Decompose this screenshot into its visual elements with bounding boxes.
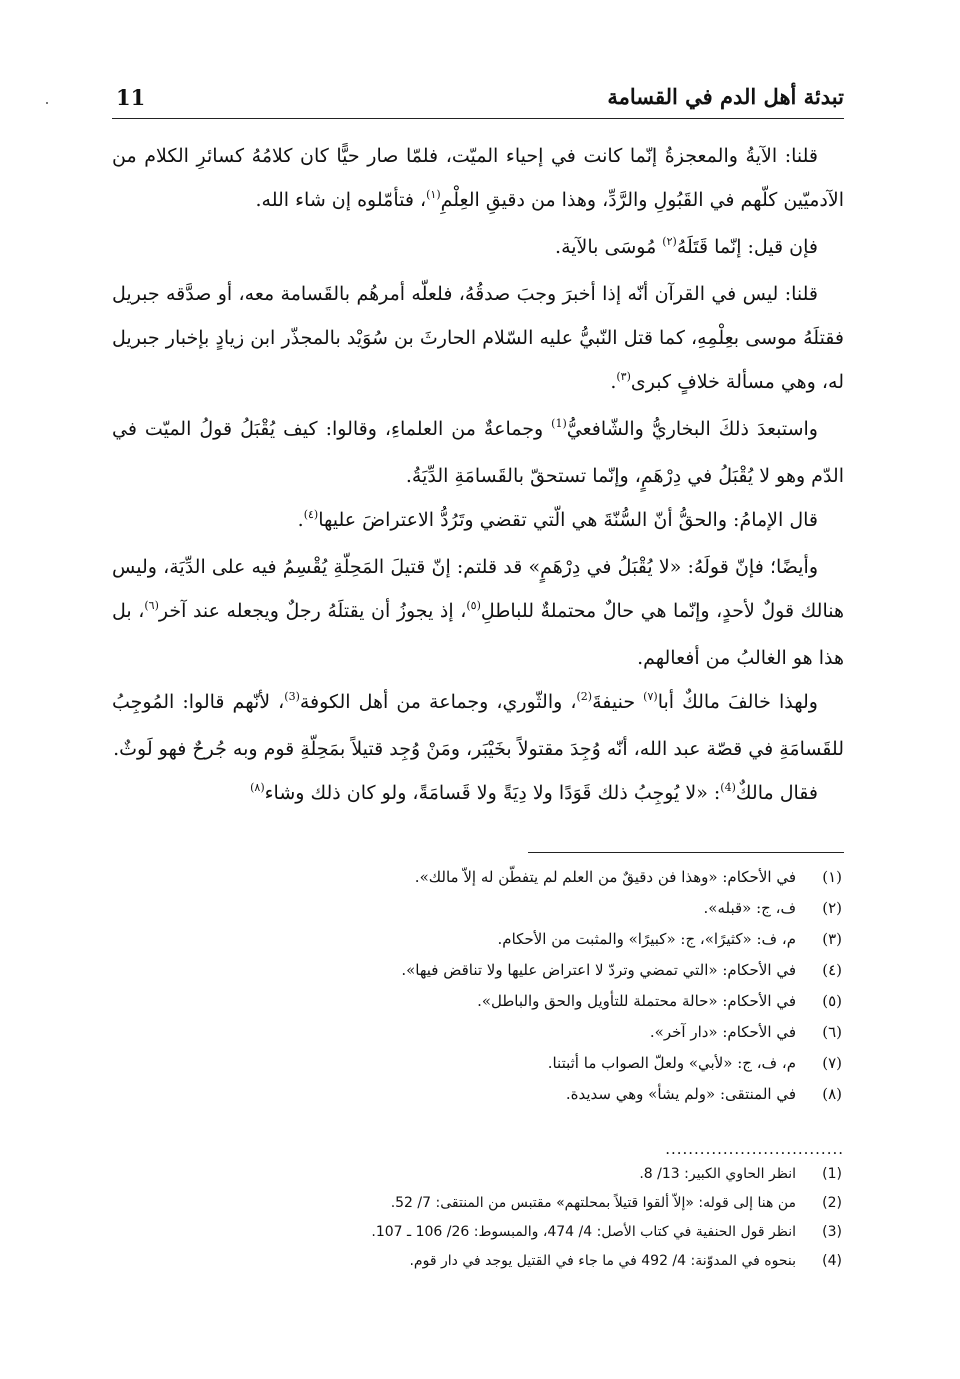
running-title: تبدئة أهل الدم في القسامة xyxy=(607,84,844,109)
paragraph-text: قلنا: ليس في القرآن أنّه إذا أخبرَ وجبَ صدقُهُ، فلعلّه أمرهُم بالقَسامة معه، أو صدَّقه جبريل فقتلَهُ موسى بعِلْمِهِ، كما قتل النّبيُّ عليه السّلام الحارثَ بن سُوَيْد بالمجذّر ابن زيادٍ بإخبار جبريل له، وهي مسألة خلافٍ كبرى xyxy=(112,283,844,393)
editor-notes xyxy=(112,1160,844,1276)
paragraph-text: ، فتأمّلوه إن شاء الله. xyxy=(255,189,427,211)
paragraph xyxy=(112,272,844,407)
footnote-mark: (٢) xyxy=(662,235,677,248)
footnote-number: (٣) xyxy=(822,930,842,948)
editor-note xyxy=(112,1160,844,1189)
footnote-mark: (٤) xyxy=(303,508,319,521)
editor-note-text: من هنا إلى قوله: «إلاّ ألقوا قتيلاً بمحلتهم» مقتبس من المنتقى: 7/ 52. xyxy=(390,1195,796,1211)
main-text xyxy=(112,134,844,818)
footnote-text: م، ف، ج: «لأبي» ولعلّ الصواب ما أثبتنا. xyxy=(547,1054,796,1072)
paragraph-text: ، لأنّهم قالوا: المُوجِبُ للقَسامَةِ في قصّة عبد الله، أنّه وُجِدَ مقتولاً بخَيْبَر، ومَنْ وُجِد قتيلاً بمَحِلّةِ قوم وبه جُرحٌ فهو لَوثٌ. xyxy=(112,691,844,760)
paragraph xyxy=(112,134,844,225)
footnote-text: في الأحكام: «دار آخر». xyxy=(649,1023,796,1041)
editor-note-number: (2) xyxy=(822,1195,842,1211)
footnote-mark: (٦) xyxy=(144,599,159,612)
editor-note-number: (4) xyxy=(822,1253,842,1269)
dotted-separator: ............................... xyxy=(665,1140,844,1158)
page-number: 11 xyxy=(116,85,146,110)
paragraph xyxy=(112,498,844,545)
paragraph-text: ولهذا خالفَ مالكٌ أبا xyxy=(657,691,818,713)
footnote-text: في الأحكام: «التي تمضي وتردّ لا اعتراض عليها ولا تناقض فيها». xyxy=(401,961,796,979)
paragraph-text: قال الإمامُ: والحقُّ أنّ السُّنّةَ هي الّتي تقضي وتَرُدُّ الاعتراضَ عليها xyxy=(318,509,818,531)
editor-note-text: بنحوه في المدوّنة: 4/ 492 في ما جاء في القتيل يوجد في دار قوم. xyxy=(409,1253,796,1269)
paragraph xyxy=(112,407,844,498)
footnote xyxy=(112,893,844,924)
editor-note-text: انظر الحاوي الكبير: 13/ 8. xyxy=(639,1166,796,1182)
paragraph-text: فإن قيل: إنّما قَتَلَهُ xyxy=(676,236,818,258)
paragraph-text: وجماعةٌ من العلماءِ، وقالوا: كيف يُقْبَلُ قولُ الميّت في الدّم وهو لا يُقْبَلُ في دِرْهَمٍ، وإنّما تستحقّ بالقَسامَةِ الدِّيَةُ. xyxy=(112,418,844,487)
footnote-mark: (1) xyxy=(551,417,567,430)
footnote xyxy=(112,1048,844,1079)
paragraph xyxy=(112,680,844,771)
footnote-mark: (٨) xyxy=(250,781,265,794)
paragraph-text: ، إذ يجوزُ أن يقتلَهُ رجلٌ ويجعله عند آخر xyxy=(158,600,467,622)
header-rule xyxy=(112,118,844,119)
footnote-mark: (3) xyxy=(284,690,300,703)
paragraph-text: ، والثّوري، وجماعة من أهل الكوفة xyxy=(299,691,577,713)
footnote-text: في الأحكام: «وهذا فن دقيقٌ من العلم لم يتفطّن له إلاّ مالك». xyxy=(414,868,796,886)
footnote xyxy=(112,955,844,986)
paragraph xyxy=(112,545,844,680)
footnote-text: ف، ج: «قبله». xyxy=(703,899,796,917)
footnote xyxy=(112,1017,844,1048)
footnote-mark: (4) xyxy=(720,781,736,794)
paragraph-text: مُوسَى بالآية. xyxy=(555,236,663,258)
paragraph xyxy=(112,225,844,272)
footnote-mark: (2) xyxy=(576,690,593,703)
footnote xyxy=(112,924,844,955)
footnotes xyxy=(112,862,844,1110)
footnote-number: (٥) xyxy=(822,992,842,1010)
paragraph-text: قلنا: الآيةُ والمعجزةُ إنّما كانت في إحياء الميّت، فلمّا صار حيًّا كان كلامُهُ كسائرِ الكلام من الآدميّين كلّهم في القَبُولِ والرَّدِّ، وهذا من دقيقِ العِلْمِ xyxy=(112,145,844,211)
paragraph-text: . xyxy=(610,371,617,393)
running-header xyxy=(112,84,844,118)
editor-note-text: انظر قول الحنفية في كتاب الأصل: 4/ 474، والمبسوط: 26/ 106 ـ 107. xyxy=(371,1224,796,1240)
footnote-number: (٤) xyxy=(822,961,842,979)
footnote xyxy=(112,862,844,893)
paragraph-text: حنيفةَ xyxy=(592,691,644,713)
editor-note-number: (3) xyxy=(822,1224,842,1240)
footnote-separator xyxy=(528,852,844,853)
paragraph xyxy=(112,771,844,818)
footnote-text: م، ف: «كثيرًا»، ج: «كبيرًا» والمثبت من الأحكام. xyxy=(497,930,796,948)
footnote xyxy=(112,1079,844,1110)
footnote-number: (٧) xyxy=(822,1054,842,1072)
footnote-mark: (٣) xyxy=(616,370,631,383)
paragraph-text: ، بل هذا هو الغالبُ من أفعالهم. xyxy=(112,600,844,669)
footnote xyxy=(112,986,844,1017)
footnote-number: (٦) xyxy=(822,1023,842,1041)
editor-note xyxy=(112,1189,844,1218)
paragraph-text: : «لا يُوجِبُ ذلك قَوَدًا ولا دِيَةً ولا قَسامَةً، ولو كان ذلك وشاء xyxy=(264,782,721,804)
paragraph-text: فقال مالكٌ xyxy=(735,782,818,804)
footnote-number: (٢) xyxy=(822,899,842,917)
paragraph-text: واستبعدَ ذلكَ البخاريُّ والشّافعيُّ xyxy=(566,418,818,440)
editor-note xyxy=(112,1247,844,1276)
editor-note xyxy=(112,1218,844,1247)
paragraph-text: . xyxy=(297,509,304,531)
footnote-text: في الأحكام: «حالة محتملة للتأويل والحق والباطل». xyxy=(477,992,796,1010)
footnote-mark: (٧) xyxy=(643,690,658,703)
footnote-number: (٨) xyxy=(822,1085,842,1103)
footnote-mark: (١) xyxy=(426,188,441,201)
editor-note-number: (1) xyxy=(822,1166,842,1182)
paragraph-text: وأيضًا؛ فإنّ قولَهُ: «لا يُقْبَلُ في دِرْهَمٍ» قد قلتم: إنّ قتيلَ المَحِلّةِ يُقْسِمُ فيه على الدِّيَة، وليس هنالك قولٌ لأحدٍ، وإنّما هي حالٌ محتملةٌ للباطلِ xyxy=(112,556,844,622)
margin-mark xyxy=(46,102,48,104)
footnote-text: في المنتقى: «ولم يشأ» وهي سديدة. xyxy=(565,1085,796,1103)
footnote-number: (١) xyxy=(822,868,842,886)
footnote-mark: (٥) xyxy=(466,599,481,612)
